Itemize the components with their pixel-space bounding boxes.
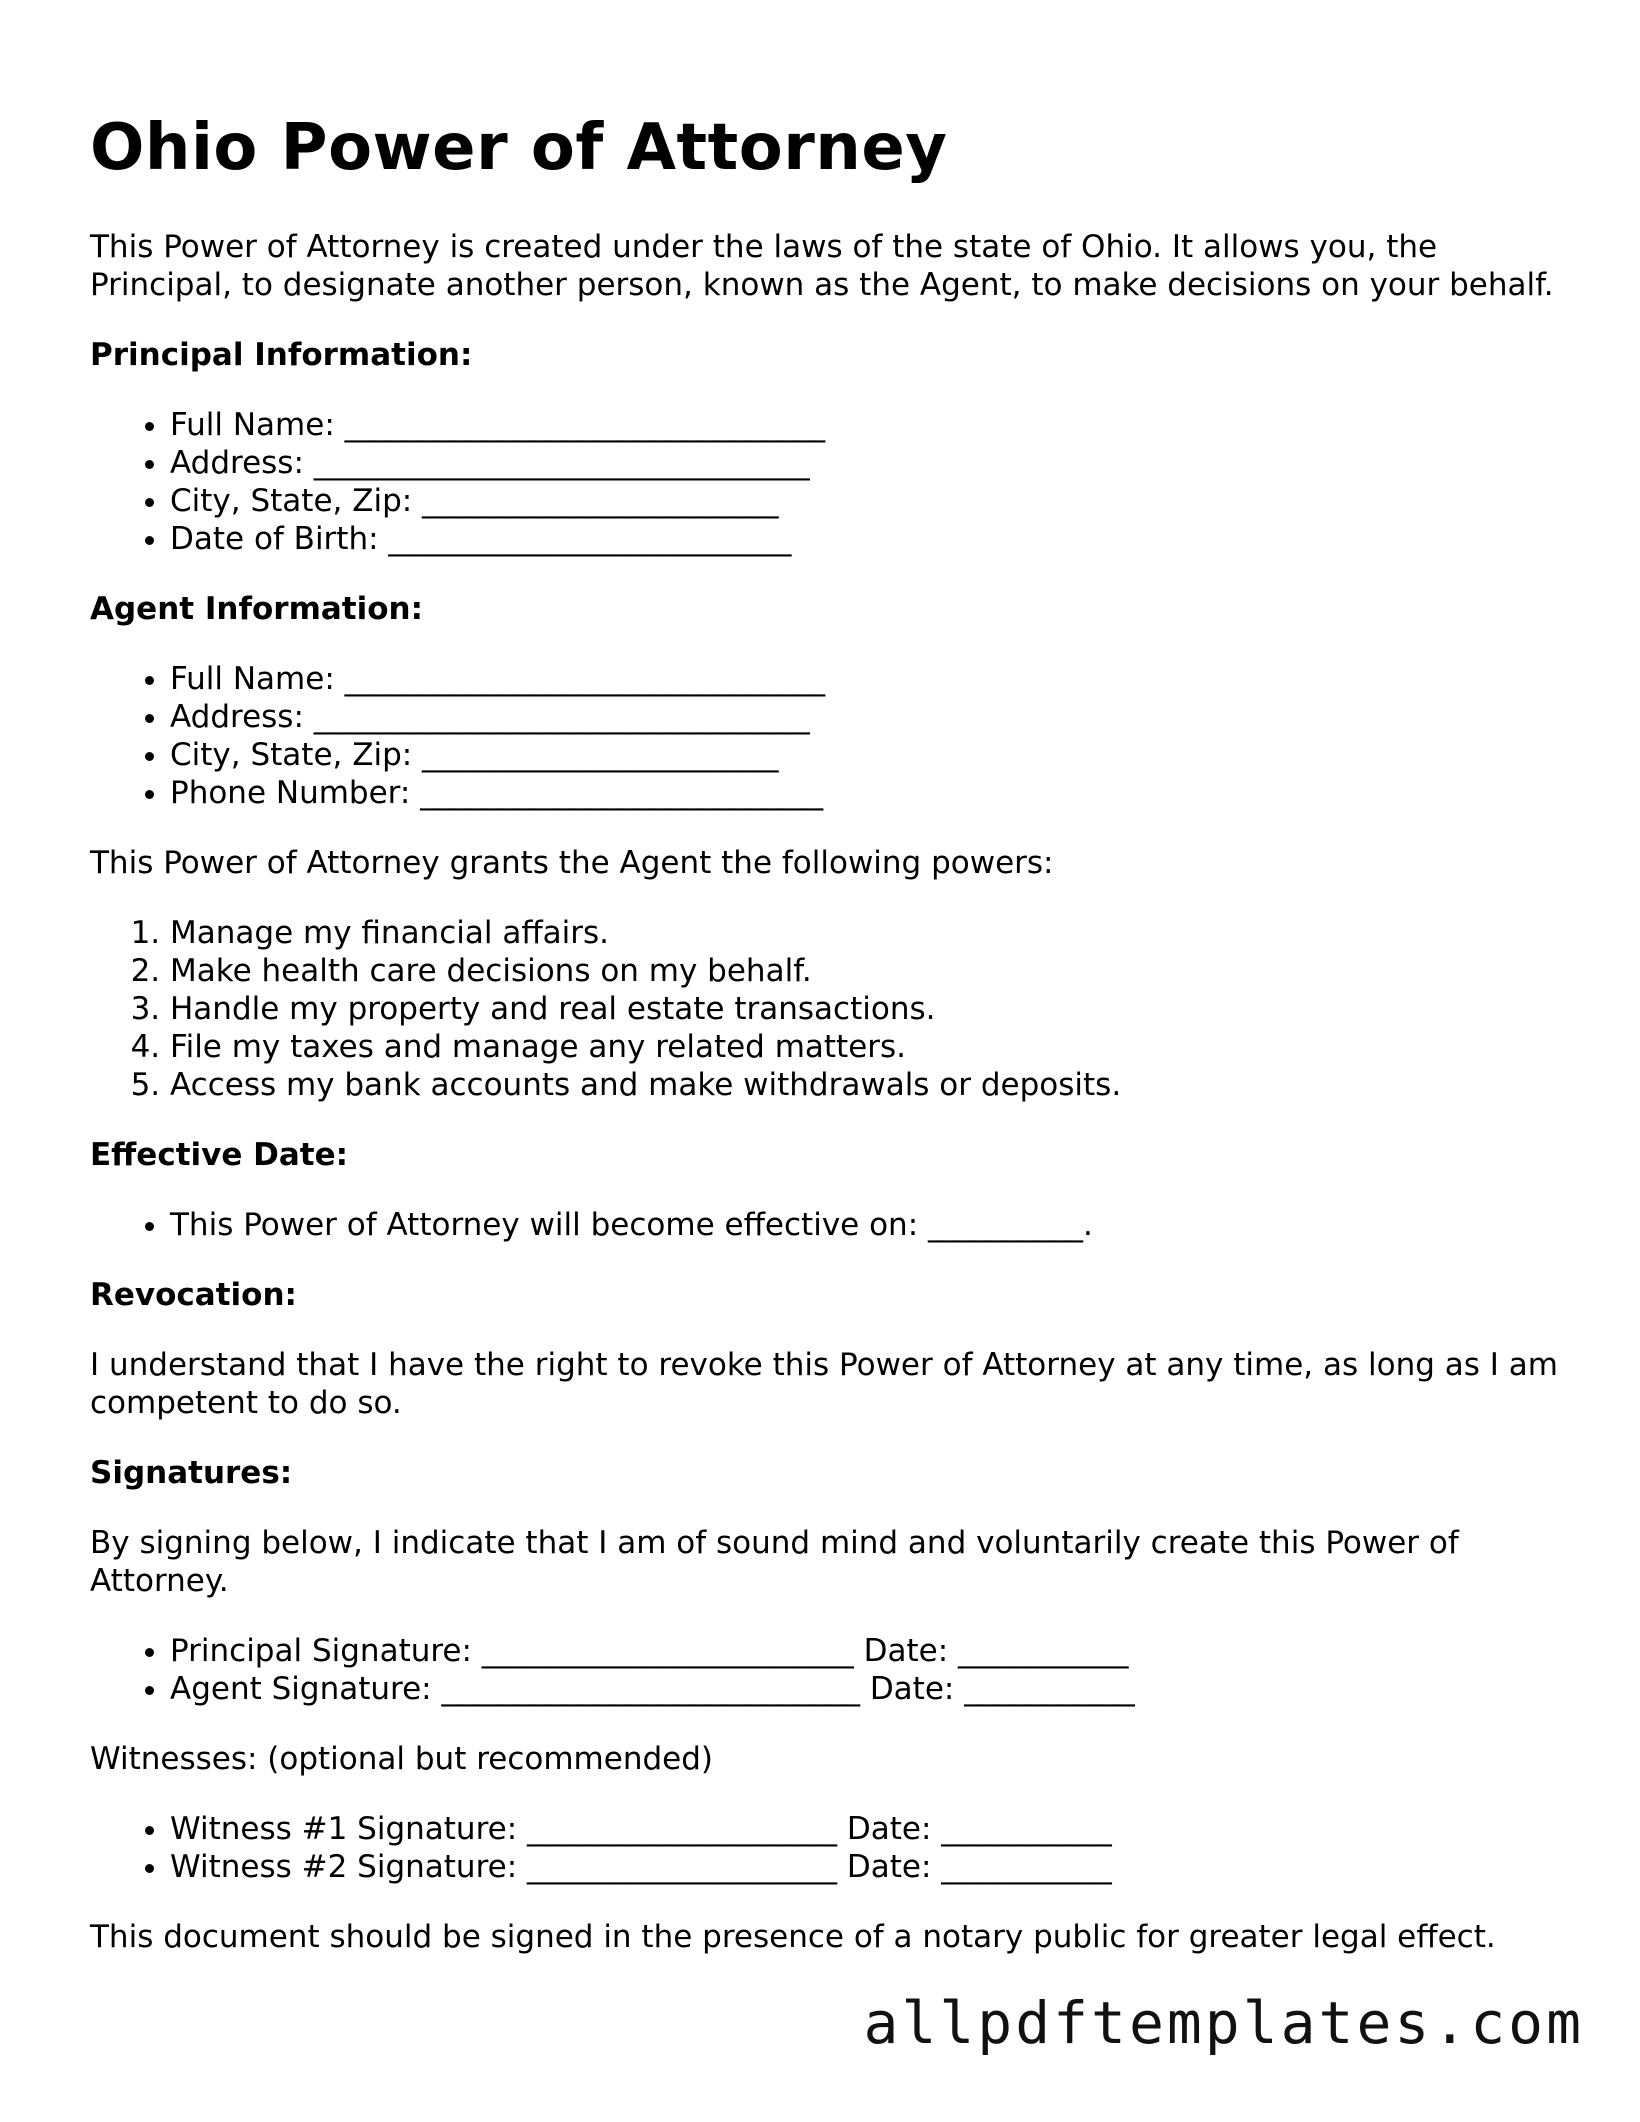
principal-full-name: • Full Name: _______________________________ [170, 406, 1570, 444]
agent-list [90, 660, 1570, 812]
watermark: allpdftemplates.com [863, 1989, 1584, 2057]
witness-2-signature-line: • Witness #2 Signature: ____________________ Date: ___________ [170, 1848, 1570, 1886]
power-item: 5. Access my bank accounts and make withdrawals or deposits. [170, 1066, 1570, 1104]
page-title: Ohio Power of Attorney [90, 111, 948, 185]
agent-heading: Agent Information: [90, 591, 423, 627]
power-item: 4. File my taxes and manage any related matters. [170, 1028, 1570, 1066]
agent-full-name: • Full Name: _______________________________ [170, 660, 1570, 698]
power-item: 2. Make health care decisions on my behalf. [170, 952, 1570, 990]
principal-city-state-zip: • City, State, Zip: _______________________ [170, 482, 1570, 520]
document-page [90, 108, 1570, 1988]
signatures-text: By signing below, I indicate that I am of sound mind and voluntarily create this Power of Attorney. [90, 1525, 1459, 1599]
signatures-heading: Signatures: [90, 1455, 293, 1491]
power-item: 3. Handle my property and real estate transactions. [170, 990, 1570, 1028]
signatures-list [90, 1632, 1570, 1708]
intro-paragraph: This Power of Attorney is created under the laws of the state of Ohio. It allows you, the Principal, to designate another person, known as the Agent, to make decisions on your behalf. [90, 229, 1554, 303]
effective-date-list [90, 1206, 1570, 1244]
agent-phone-number: • Phone Number: __________________________ [170, 774, 1570, 812]
principal-list [90, 406, 1570, 558]
agent-city-state-zip: • City, State, Zip: _______________________ [170, 736, 1570, 774]
powers-list [90, 914, 1570, 1104]
principal-address: • Address: ________________________________ [170, 444, 1570, 482]
witnesses-list [90, 1810, 1570, 1886]
closing-note: This document should be signed in the presence of a notary public for greater legal effect. [90, 1919, 1496, 1955]
power-item: 1. Manage my financial affairs. [170, 914, 1570, 952]
agent-signature-line: • Agent Signature: ___________________________ Date: ___________ [170, 1670, 1570, 1708]
revocation-text: I understand that I have the right to revoke this Power of Attorney at any time, as long as I am competent to do so. [90, 1347, 1558, 1421]
effective-date-item: • This Power of Attorney will become effective on: __________. [170, 1206, 1570, 1244]
principal-heading: Principal Information: [90, 337, 473, 373]
revocation-heading: Revocation: [90, 1277, 297, 1313]
agent-address: • Address: ________________________________ [170, 698, 1570, 736]
witnesses-intro: Witnesses: (optional but recommended) [90, 1741, 713, 1777]
witness-1-signature-line: • Witness #1 Signature: ____________________ Date: ___________ [170, 1810, 1570, 1848]
principal-date-of-birth: • Date of Birth: __________________________ [170, 520, 1570, 558]
principal-signature-line: • Principal Signature: ________________________ Date: ___________ [170, 1632, 1570, 1670]
powers-intro: This Power of Attorney grants the Agent the following powers: [90, 845, 1054, 881]
effective-date-heading: Effective Date: [90, 1137, 349, 1173]
